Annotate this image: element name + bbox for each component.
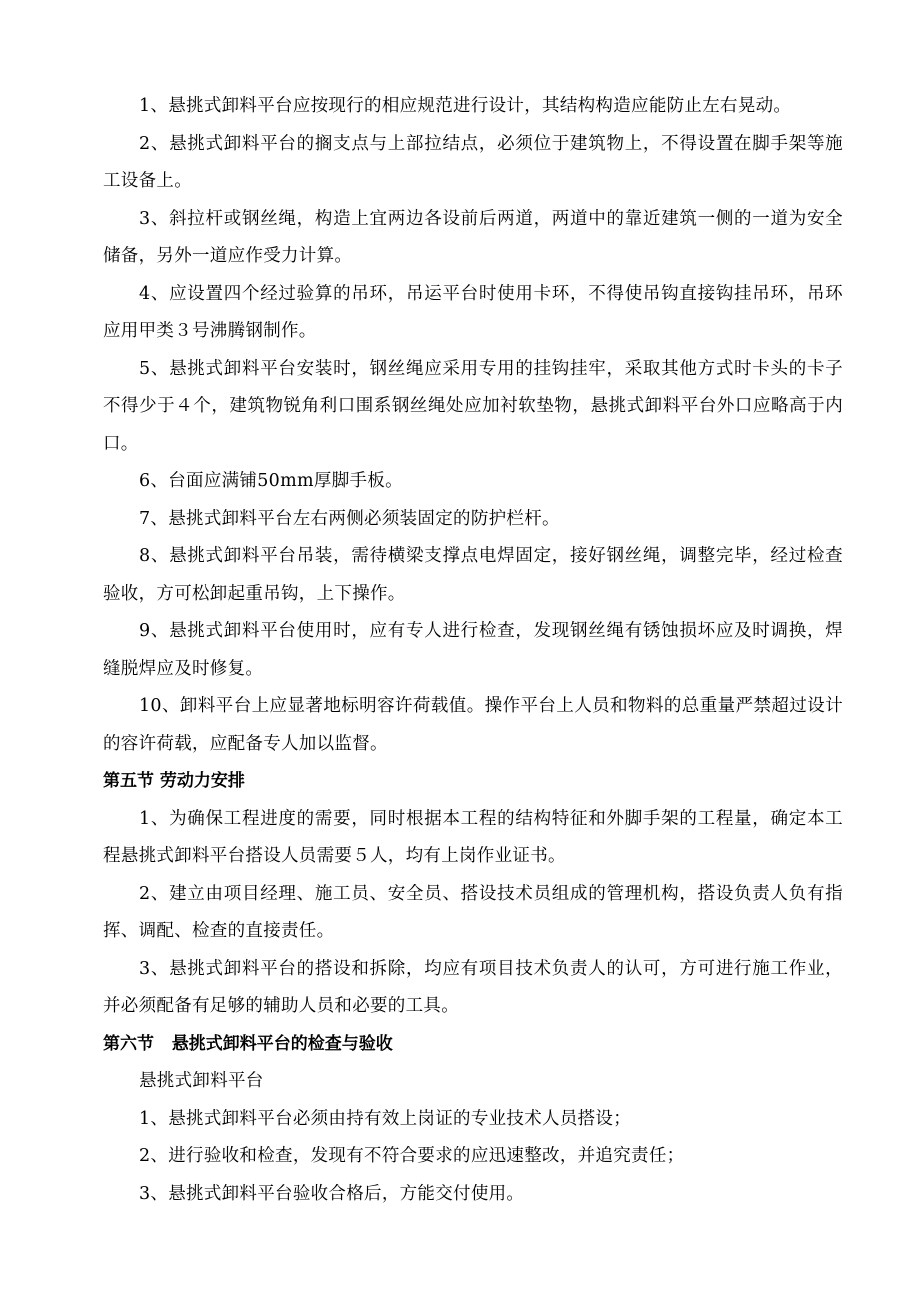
section5-item-2: 2、建立由项目经理、施工员、安全员、搭设技术员组成的管理机构，搭设负责人负有指挥、调配、检查的直接责任。 (103, 883, 843, 941)
section6-heading: 第六节 悬挑式卸料平台的检查与验收 (103, 1033, 393, 1054)
section6-subtitle: 悬挑式卸料平台 (139, 1071, 264, 1091)
section5-heading: 第五节 劳动力安排 (103, 771, 245, 791)
section6-item-3: 3、悬挑式卸料平台验收合格后，方能交付使用。 (139, 1183, 525, 1204)
section4-item-8: 8、悬挑式卸料平台吊装，需待横梁支撑点电焊固定，接好钢丝绳，调整完毕，经过检查验收，方可松卸起重吊钩，上下操作。 (103, 546, 843, 604)
section6-item-1: 1、悬挑式卸料平台必须由持有效上岗证的专业技术人员搭设； (139, 1108, 632, 1129)
section4-item-6: 6、台面应满铺50mm厚脚手板。 (139, 471, 403, 491)
section4-item-10: 10、卸料平台上应显著地标明容许荷载值。操作平台上人员和物料的总重量严禁超过设计的容许荷载，应配备专人加以监督。 (103, 696, 843, 754)
section4-item-9: 9、悬挑式卸料平台使用时，应有专人进行检查，发现钢丝绳有锈蚀损坏应及时调换，焊缝脱焊应及时修复。 (103, 621, 843, 679)
section5-item-1: 1、为确保工程进度的需要，同时根据本工程的结构特征和外脚手架的工程量，确定本工程悬挑式卸料平台搭设人员需要５人，均有上岗作业证书。 (103, 808, 843, 866)
section5-item-3: 3、悬挑式卸料平台的搭设和拆除，均应有项目技术负责人的认可，方可进行施工作业，并必须配备有足够的辅助人员和必要的工具。 (103, 958, 843, 1016)
section6-item-2: 2、进行验收和检查，发现有不符合要求的应迅速整改，并追究责任； (139, 1146, 685, 1166)
section4-item-1: 1、悬挑式卸料平台应按现行的相应规范进行设计，其结构构造应能防止左右晃动。 (139, 96, 792, 116)
section4-item-2: 2、悬挑式卸料平台的搁支点与上部拉结点，必须位于建筑物上，不得设置在脚手架等施工设备上。 (103, 133, 843, 191)
section4-item-5: 5、悬挑式卸料平台安装时，钢丝绳应采用专用的挂钩挂牢，采取其他方式时卡头的卡子不得少于４个，建筑物锐角利口围系钢丝绳处应加衬软垫物，悬挑式卸料平台外口应略高于内口。 (103, 358, 843, 454)
section4-item-3: 3、斜拉杆或钢丝绳，构造上宜两边各设前后两道，两道中的靠近建筑一侧的一道为安全储备，另外一道应作受力计算。 (103, 208, 843, 266)
section4-item-4: 4、应设置四个经过验算的吊环，吊运平台时使用卡环，不得使吊钩直接钩挂吊环，吊环应用甲类３号沸腾钢制作。 (103, 283, 843, 341)
document-body (103, 88, 843, 1213)
section4-item-7: 7、悬挑式卸料平台左右两侧必须装固定的防护栏杆。 (139, 508, 560, 529)
